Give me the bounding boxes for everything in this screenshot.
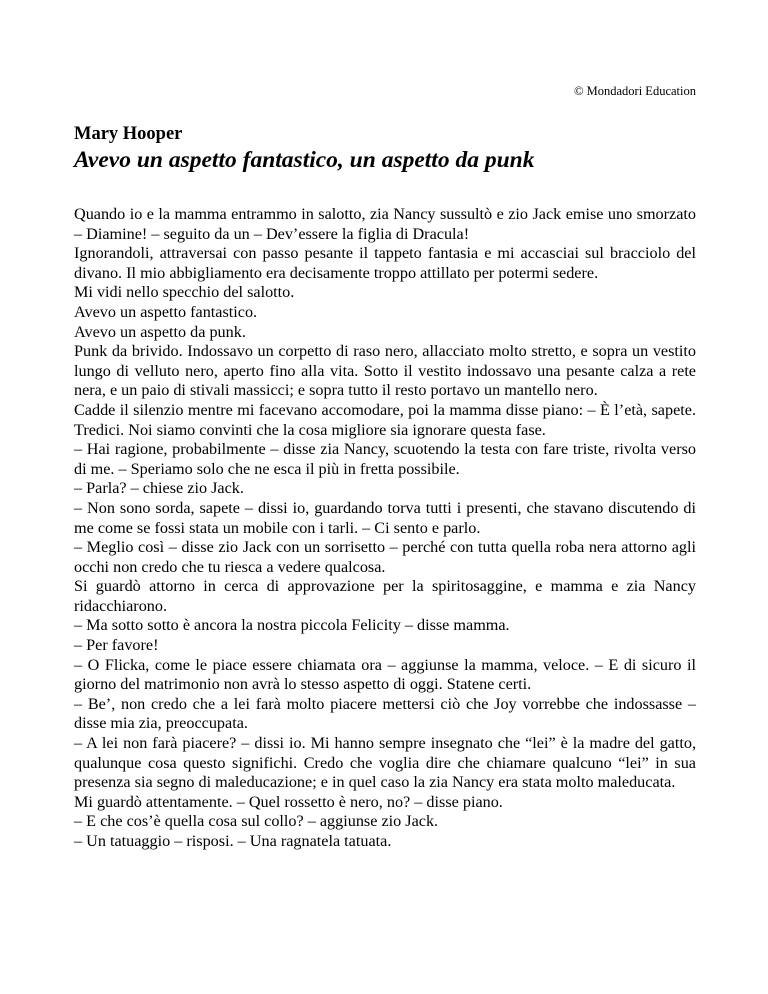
paragraph: Quando io e la mamma entrammo in salotto, zia Nancy sussultò e zio Jack emise uno smorzato – Diamine! – seguito da un – Dev’essere la figlia di Dracula! xyxy=(74,205,696,243)
paragraph: – Be’, non credo che a lei farà molto piacere mettersi ciò che Joy vorrebbe che indossasse – disse mia zia, preoccupata. xyxy=(74,694,696,733)
paragraph: Cadde il silenzio mentre mi facevano accomodare, poi la mamma disse piano: – È l’età, sapete. Tredici. Noi siamo convinti che la cosa migliore sia ignorare questa fase. xyxy=(74,400,696,439)
paragraph: Avevo un aspetto da punk. xyxy=(74,322,246,341)
story-body xyxy=(74,205,696,852)
paragraph: Punk da brivido. Indossavo un corpetto di raso nero, allacciato molto stretto, e sopra un vestito lungo di velluto nero, aperto fino alla vita. Sotto il vestito indossavo una pesante calza a rete nera, e un paio di stivali massicci; e sopra tutto il resto portavo un mantello nero. xyxy=(74,342,696,400)
paragraph: – O Flicka, come le piace essere chiamata ora – aggiunse la mamma, veloce. – E di sicuro il giorno del matrimonio non avrà lo stesso aspetto di oggi. Statene certi. xyxy=(74,655,696,694)
story-title: Avevo un aspetto fantastico, un aspetto da punk xyxy=(74,147,535,173)
paragraph: – Per favore! xyxy=(74,636,159,655)
paragraph: – Hai ragione, probabilmente – disse zia Nancy, scuotendo la testa con fare triste, rivolta verso di me. – Speriamo solo che ne esca il più in fretta possibile. xyxy=(74,440,696,478)
paragraph: – Un tatuaggio – risposi. – Una ragnatela tatuata. xyxy=(74,832,392,850)
copyright-notice: © Mondadori Education xyxy=(574,84,696,98)
paragraph: Ignorandoli, attraversai con passo pesante il tappeto fantasia e mi accasciai sul bracciolo del divano. Il mio abbigliamento era decisamente troppo attillato per potermi sedere. xyxy=(74,244,696,282)
paragraph: – Non sono sorda, sapete – dissi io, guardando torva tutti i presenti, che stavano discutendo di me come se fossi stata un mobile con i tarli. – Ci sento e parlo. xyxy=(74,498,696,537)
paragraph: Si guardò attorno in cerca di approvazione per la spiritosaggine, e mamma e zia Nancy ridacchiarono. xyxy=(74,577,696,615)
paragraph: – E che cos’è quella cosa sul collo? – aggiunse zio Jack. xyxy=(74,812,439,831)
paragraph: – A lei non farà piacere? – dissi io. Mi hanno sempre insegnato che “lei” è la madre del gatto, qualunque cosa questo significhi. Credo che voglia dire che chiamare qualcuno “lei” in sua presenza sia segno di maleducazione; e in quel caso la zia Nancy era stata molto maleducata. xyxy=(74,734,696,792)
paragraph: Mi vidi nello specchio del salotto. xyxy=(74,283,295,302)
paragraph: – Parla? – chiese zio Jack. xyxy=(74,479,244,498)
author-name: Mary Hooper xyxy=(74,124,183,144)
paragraph: Mi guardò attentamente. – Quel rossetto è nero, no? – disse piano. xyxy=(74,792,503,811)
paragraph: – Ma sotto sotto è ancora la nostra piccola Felicity – disse mamma. xyxy=(74,616,510,635)
paragraph: Avevo un aspetto fantastico. xyxy=(74,302,258,321)
paragraph: – Meglio così – disse zio Jack con un sorrisetto – perché con tutta quella roba nera attorno agli occhi non credo che tu riesca a vedere qualcosa. xyxy=(74,538,696,576)
